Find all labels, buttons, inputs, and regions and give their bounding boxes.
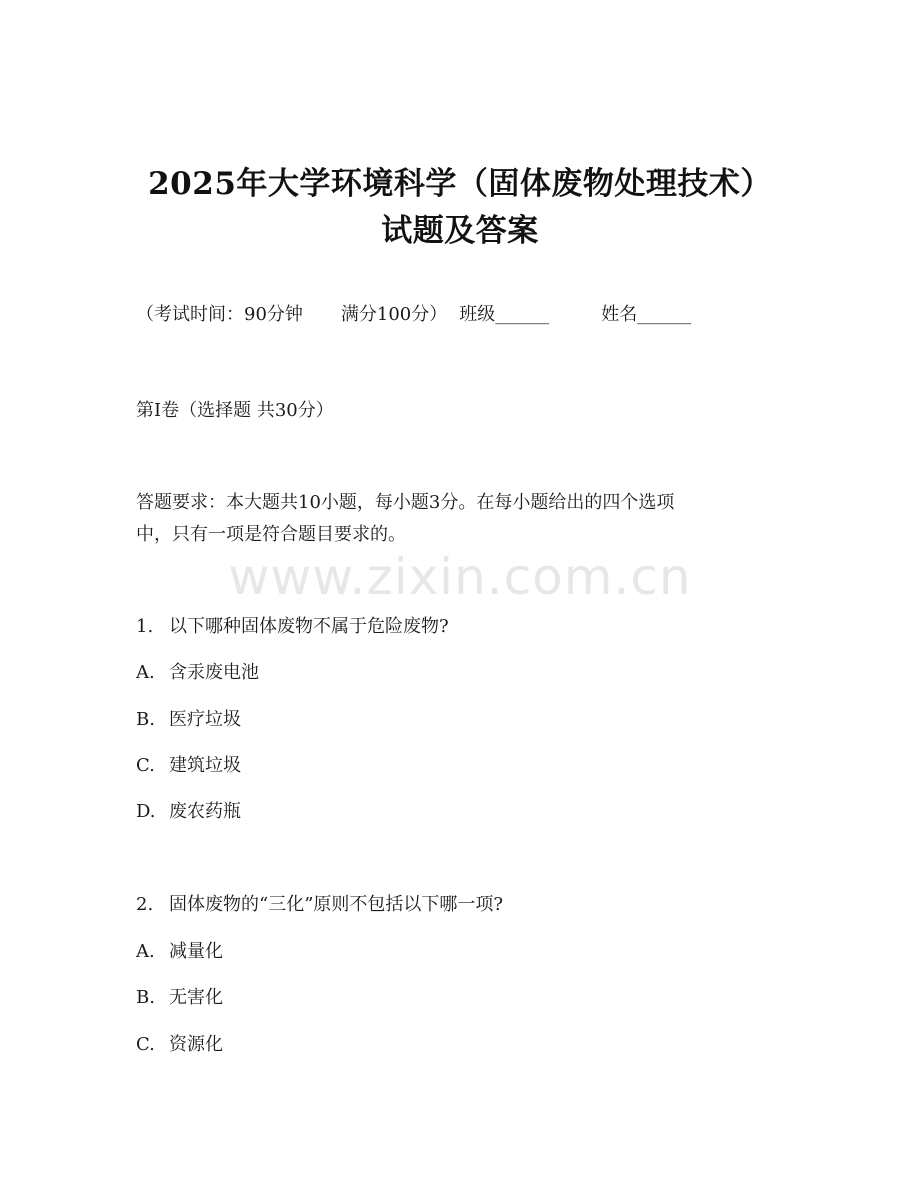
option-letter: C. bbox=[136, 1034, 155, 1055]
question-1-option-d bbox=[136, 797, 241, 823]
question-stem: 以下哪种固体废物不属于危险废物? bbox=[169, 616, 449, 637]
option-text: 减量化 bbox=[169, 941, 223, 962]
question-1-option-c bbox=[136, 751, 241, 777]
question-2-option-c bbox=[136, 1030, 223, 1056]
option-text: 建筑垃圾 bbox=[169, 755, 241, 776]
question-number: 1. bbox=[136, 616, 154, 637]
question-2-option-a bbox=[136, 937, 223, 963]
question-2 bbox=[136, 890, 503, 916]
option-text: 医疗垃圾 bbox=[169, 709, 241, 730]
option-letter: B. bbox=[136, 987, 155, 1008]
exam-full-score: 满分100分） bbox=[340, 304, 448, 325]
option-text: 含汞废电池 bbox=[169, 662, 259, 683]
option-letter: A. bbox=[136, 941, 155, 962]
exam-time: （考试时间：90分钟 bbox=[136, 304, 303, 325]
option-text: 资源化 bbox=[169, 1034, 223, 1055]
option-text: 无害化 bbox=[169, 987, 223, 1008]
class-field: 班级______ bbox=[459, 304, 550, 325]
section-title: 第I卷（选择题 共30分） bbox=[136, 400, 334, 421]
question-2-option-b bbox=[136, 983, 223, 1009]
question-1 bbox=[136, 612, 449, 638]
requirement-line2: 中，只有一项是符合题目要求的。 bbox=[136, 524, 406, 545]
option-letter: D. bbox=[136, 801, 156, 822]
question-number: 2. bbox=[136, 894, 154, 915]
name-field: 姓名______ bbox=[601, 304, 692, 325]
document-title-line1: 2025年大学环境科学（固体废物处理技术） bbox=[148, 166, 772, 202]
question-1-option-a bbox=[136, 658, 259, 684]
question-stem: 固体废物的“三化”原则不包括以下哪一项? bbox=[169, 894, 504, 915]
question-1-option-b bbox=[136, 705, 241, 731]
option-letter: A. bbox=[136, 662, 155, 683]
requirement-line1: 答题要求：本大题共10小题，每小题3分。在每小题给出的四个选项 bbox=[136, 492, 675, 513]
document-title-line2: 试题及答案 bbox=[381, 213, 539, 249]
option-letter: B. bbox=[136, 709, 155, 730]
watermark: www.zixin.com.cn bbox=[228, 548, 692, 606]
option-text: 废农药瓶 bbox=[169, 801, 241, 822]
exam-info-row bbox=[136, 300, 796, 326]
option-letter: C. bbox=[136, 755, 155, 776]
